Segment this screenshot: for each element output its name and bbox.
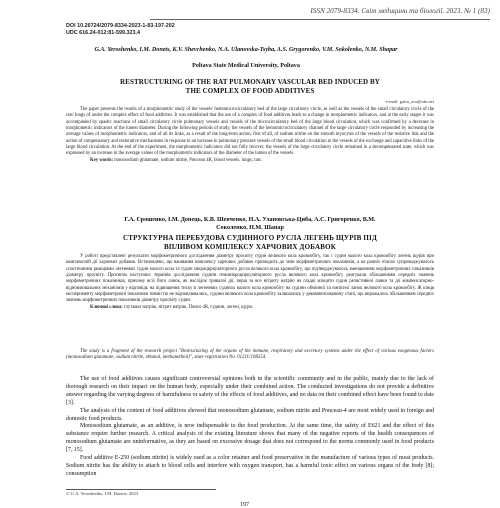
body-paragraph: The use of food additives causes significant controversial opinions both in the scientific community and in the public, mainly due to the lack of thorough research on their impact on the human body, especially under their combined action. The conducted investigations do not provide a definitive answer regarding the varying degrees of harmfulness or safety of the effects of food additives, and no data on their combined effect have been found to date [3]. (66, 376, 434, 406)
keywords-en-text: monosodium glutamate, sodium nitrite, Ponceau 4R, blood vessels, lungs, rats. (114, 157, 262, 163)
abstract-en-text: The paper presents the results of a morphometric study of the vessels' hemomicrocirculatory bed of the large circulatory circle, as well as the vessels of the small circulatory circle of the rats' lungs of under the complex effect of food additives. It was established that the use of a complex of food additives leads to a change in morphometric indicators, and at the early stages it was accompanied by spastic reactions of small circulatory circle pulmonary vessels and vessels of the microcirculatory bed of the large blood circulation, which was confirmed by a decrease in morphometric indicators of the lumen diameter. During the following periods of study, the vessels of the hemomicrocirculatory channel of the large circulatory circle responded by increasing the average values of morphometric indicators, and of all its links, as a result of the long-term action, first of all, of sodium nitrite on the smooth myocytes of the vessels of the resistive link and the action of compensatory and restorative mechanisms in response to an increase in pulmonary pressure vessels of the small blood circulation to the vessels of the exchange and capacitive links of the large blood circulation. At the end of the experiment, the morphometric indicators did not fully recover, the vessels of the large circulatory circle remained in a decompensated state, which was expressed by an increase in the average values of the morphometric indicators of the diameter of the lumen of the vessels. (66, 107, 434, 157)
header-rule (150, 19, 490, 20)
page-number: 197 (240, 502, 249, 508)
keywords-en (66, 158, 434, 164)
doi-line: DOI 10.26724/2079-8334-2023-1-83-197-202 (66, 23, 175, 29)
keywords-ua (66, 305, 434, 311)
article-body (66, 376, 434, 479)
authors-en: G.A. Yeroshenko, I.M. Donets, K.V. Shevchenko, N.A. Ulanovska-Tsyba, A.S. Grygorenko, V.M. Sokolenko, N.M. Shapar (94, 47, 398, 53)
article-title-en: RESTRUCTURING OF THE RAT PULMONARY VASCULAR BED INDUCED BY THE COMPLEX OF FOOD ADDITIVES (120, 78, 380, 96)
body-paragraph: Food additive E-250 (sodium nitrite) is widely used as a color retainer and food preservative in the manufacture of various types of meat products. Sodium nitrite has the ability to attach to blood cells and interfere with oxygen transport, has a harmful toxic effect on various organs of the body [8]; consumption (66, 455, 434, 477)
authors-ua: Г.А. Єрошенко, І.М. Донець, К.В. Шевченко, Н.А. Улановська-Циба, А.С. Григоренко, В.М. Соколенко, Н.М. Шапар (124, 217, 376, 231)
udc-line: UDC 616.24-012:81-599.323.4 (66, 30, 141, 37)
funding-note (66, 349, 434, 362)
abstract-ua (66, 254, 434, 311)
copyright-footer: © G.A. Yeroshenko, I.M. Donets, 2023 (66, 491, 139, 496)
body-paragraph: The analysis of the content of food additives showed that monosodium glutamate, sodium nitrite and Ponceau-4 are most widely used in foreign and domestic food products. (66, 407, 434, 422)
footer-rule (66, 489, 216, 490)
abstract-ua-text: У роботі представлені результати морфометричного дослідження діаметру просвіту судин великого кола кровообігу, так і судин малого кола кровообігу легень щурів при комплексній дії харчових добавок. Встановлено, що вживання комплексу харчових добавок призводить до змін морфометричних показників, а на ранніх етапах супроводжувалось спастичними реакціями легеневих судин малого кола та судин мікроциркуляторного русла великого кола кровообігу, що підтверджувалось зменшенням морфометричних показників діаметру просвіту. Протягом наступних термінів дослідження судини гемомікроциркуляторного русла великого кола кровообігу реагували збільшенням середніх значень морфометричних показників, причому всіх його ланок, як наслідок тривалої дії, перш за все нітриту натрію на гладкі міоцити судин резистивної ланки та дії компенсаторно-відновлювальних механізмів у відповідь на підвищення тиску в легеневих судинах малого кола кровообігу на судини обмінної та ємнісної ланок великого кола кровообігу. Ж кінця експерименту морфометричні показники повністю не відновлювались, судини великого кола кровообігу залишались у декомпенсованому стані, що виражалось збільшенням середніх значень морфометричних показників діаметру просвіту судин. (66, 254, 434, 304)
keywords-ua-text: глутамат натрію, нітрит натрію, Понсо 4R, судини, легені, щури. (123, 304, 254, 310)
contact-email: e-mail: galin_ero@ukr.net (385, 99, 434, 104)
keywords-en-label: Key words: (90, 157, 114, 163)
abstract-en (66, 107, 434, 164)
funding-note-text: The study is a fragment of the research project "Restructuring of the organs of the immune, respiratory and excretory systems under the effect of various exogenous factors (monosodium glutamate, sodium nitrite, ethanol, methanethiol)", state registration No. 0121U108254. (66, 349, 434, 361)
article-identifiers (66, 23, 175, 38)
affiliation: Poltava State Medical University, Poltava (192, 63, 300, 69)
journal-header: ISSN 2079-8334. Світ медицини та біології. 2023. № 1 (83) (310, 7, 490, 15)
keywords-ua-label: Ключові слова: (90, 304, 123, 310)
body-paragraph: Monosodium glutamate, as an additive, is now indispensable to the food production. At the same time, the safety of E621 and the effect of this substance require further research. A critical analysis of the existing literature shows that many of the negative reports of the health consequences of monosodium glutamate are uninformative, as they are based on excessive dosage that does not correspond to the norms commonly used in food products [7, 15]. (66, 423, 434, 454)
article-title-ua: СТРУКТУРНА ПЕРЕБУДОВА СУДИННОГО РУСЛА ЛЕГЕНЬ ЩУРІВ ПІД ВПЛИВОМ КОМПЛЕКСУ ХАРЧОВИХ ДОБАВОК (123, 234, 377, 252)
